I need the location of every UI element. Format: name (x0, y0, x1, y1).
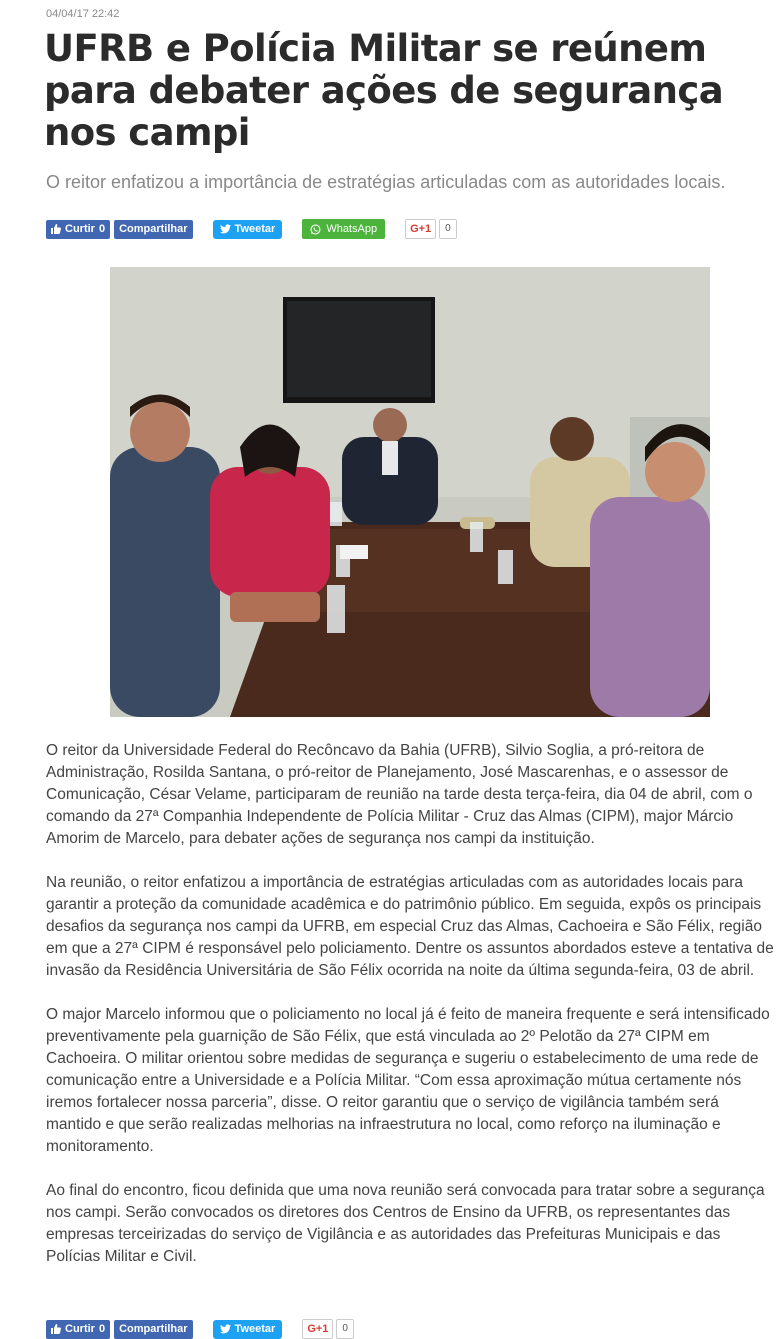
tweet-button[interactable] (213, 220, 283, 239)
facebook-share-button[interactable]: Compartilhar (114, 220, 192, 239)
facebook-share-button[interactable]: Compartilhar (114, 1320, 192, 1339)
article-paragraph: O reitor da Universidade Federal do Recôncavo da Bahia (UFRB), Silvio Soglia, a pró-reitora de Administração, Rosilda Santana, o pró-reitor de Planejamento, José Mascarenhas, e o assessor de Comunicação, César Velame, participaram de reunião na tarde desta terça-feira, dia 04 de abril, com o comando da 27ª Companhia Independente de Polícia Militar - Cruz das Almas (CIPM), major Márcio Amorim de Marcelo, para debater ações de segurança nos campi da instituição. (46, 742, 753, 847)
facebook-widget (46, 1320, 193, 1339)
twitter-bird-icon (220, 1324, 231, 1334)
facebook-like-button[interactable] (46, 220, 110, 239)
share-bar-top (46, 219, 457, 239)
article-subtitle: O reitor enfatizou a importância de estratégias articuladas com as autoridades locais. (46, 172, 726, 192)
article-paragraph: Na reunião, o reitor enfatizou a importância de estratégias articuladas com as autoridades locais para garantir a proteção da comunidade acadêmica e do patrimônio público. Em seguida, expôs os principais desafios da segurança nos campi da UFRB, em especial Cruz das Almas, Cachoeira e São Félix, região em que a 27ª CIPM é responsável pelo policiamento. Dentre os assuntos abordados esteve a tentativa de invasão da Residência Universitária de São Félix ocorrida na noite da última segunda-feira, 03 de abril. (46, 874, 774, 979)
like-count: 0 (98, 1322, 106, 1335)
tweet-button[interactable] (213, 1320, 283, 1339)
article-paragraph: O major Marcelo informou que o policiamento no local já é feito de maneira frequente e será intensificado preventivamente pela guarnição de São Félix, que está vinculada ao 2º Pelotão da 27ª CIPM em Cachoeira. O militar orientou sobre medidas de segurança e sugeriu o estabelecimento de uma rede de comunicação entre a Universidade e a Polícia Militar. “Com essa aproximação mútua certamente nós iremos fortalecer nossa parceria”, disse. O reitor garantiu que o serviço de vigilância também será mantido e que serão realizadas melhorias na infraestrutura no local, como reforço na iluminação e monitoramento. (46, 1006, 770, 1155)
gplus-widget (302, 1319, 354, 1339)
whatsapp-icon (310, 224, 321, 235)
article-title: UFRB e Polícia Militar se reúnem para debater ações de segurança nos campi (44, 27, 724, 154)
like-count: 0 (98, 222, 106, 235)
facebook-widget (46, 220, 193, 239)
gplus-widget (405, 219, 457, 239)
share-bar-bottom (46, 1319, 354, 1339)
meeting-photo (110, 267, 710, 717)
whatsapp-button[interactable] (302, 219, 385, 239)
gplus-button[interactable]: G+1 (405, 219, 436, 239)
facebook-like-button[interactable] (46, 1320, 110, 1339)
article-body (46, 740, 774, 1290)
tweet-label: Tweetar (234, 222, 276, 235)
article-paragraph: Ao final do encontro, ficou definida que uma nova reunião será convocada para tratar sobre a segurança nos campi. Serão convocados os diretores dos Centros de Ensino da UFRB, os representantes das empresas terceirizadas do serviço de Vigilância e as autoridades das Prefeituras Municipais e das Polícias Militar e Civil. (46, 1182, 765, 1265)
article-timestamp: 04/04/17 22:42 (46, 8, 120, 20)
like-label: Curtir (65, 1322, 95, 1335)
gplus-button[interactable]: G+1 (302, 1319, 333, 1339)
twitter-bird-icon (220, 224, 231, 234)
gplus-count: 0 (439, 219, 457, 239)
whatsapp-label: WhatsApp (326, 223, 378, 235)
gplus-count: 0 (336, 1319, 354, 1339)
like-label: Curtir (65, 222, 95, 235)
thumbs-up-icon (51, 224, 61, 234)
thumbs-up-icon (51, 1324, 61, 1334)
tweet-label: Tweetar (234, 1322, 276, 1335)
